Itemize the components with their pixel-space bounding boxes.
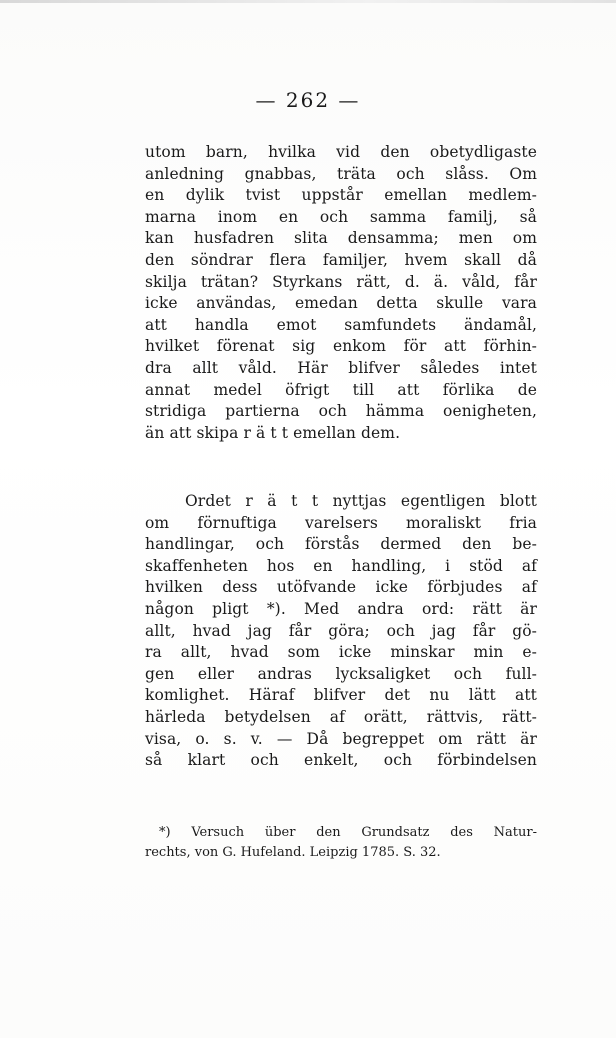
text-line: utom barn, hvilka vid den obetydligaste xyxy=(145,143,537,161)
text-line: om förnuftiga varelsers moraliskt fria xyxy=(145,513,537,532)
text-line: Ordet r ä t t nyttjas egentligen blott xyxy=(185,492,537,510)
text-line: än att skipa r ä t t emellan dem. xyxy=(145,423,401,442)
text-line: stridiga partierna och hämma oenigheten, xyxy=(145,402,537,421)
text-line: icke användas, emedan detta skulle vara xyxy=(145,294,537,313)
paragraph-1 xyxy=(145,142,537,444)
footnote-line: rechts, von G. Hufeland. Leipzig 1785. S. 32. xyxy=(145,845,441,860)
text-line: allt, hvad jag får göra; och jag får gö- xyxy=(145,621,537,640)
text-line: så klart och enkelt, och förbindelsen xyxy=(145,751,537,770)
top-edge-rule xyxy=(0,0,616,3)
text-line: annat medel öfrigt till att förlika de xyxy=(145,380,537,399)
text-line: marna inom en och samma familj, så xyxy=(145,207,537,226)
text-line: hvilken dess utöfvande icke förbjudes af xyxy=(145,578,537,597)
text-line: handlingar, och förstås dermed den be- xyxy=(145,535,537,554)
text-line: komlighet. Häraf blifver det nu lätt att xyxy=(145,686,537,705)
text-line: härleda betydelsen af orätt, rättvis, rätt- xyxy=(145,707,537,726)
text-line: den söndrar flera familjer, hvem skall då xyxy=(145,250,537,269)
paragraph-2 xyxy=(145,491,537,772)
text-line: en dylik tvist uppstår emellan medlem- xyxy=(145,186,537,205)
page-number: — 262 — xyxy=(255,88,361,112)
text-line: dra allt våld. Här blifver således intet xyxy=(145,358,537,377)
text-line: gen eller andras lycksaligket och full- xyxy=(145,664,537,683)
text-line: skilja trätan? Styrkans rätt, d. ä. våld, får xyxy=(145,272,537,291)
text-line: ra allt, hvad som icke minskar min e- xyxy=(145,643,537,662)
text-line: någon pligt *). Med andra ord: rätt är xyxy=(145,599,537,618)
footnote xyxy=(145,823,537,863)
text-line: att handla emot samfundets ändamål, xyxy=(145,315,537,334)
footnote-line: *) Versuch über den Grundsatz des Natur- xyxy=(159,825,537,840)
text-line: skaffenheten hos en handling, i stöd af xyxy=(145,556,537,575)
text-line: hvilket förenat sig enkom för att förhin- xyxy=(145,337,537,356)
text-line: anledning gnabbas, träta och slåss. Om xyxy=(145,164,537,183)
text-line: kan husfadren slita densamma; men om xyxy=(145,229,537,248)
text-line: visa, o. s. v. — Då begreppet om rätt är xyxy=(145,729,537,748)
